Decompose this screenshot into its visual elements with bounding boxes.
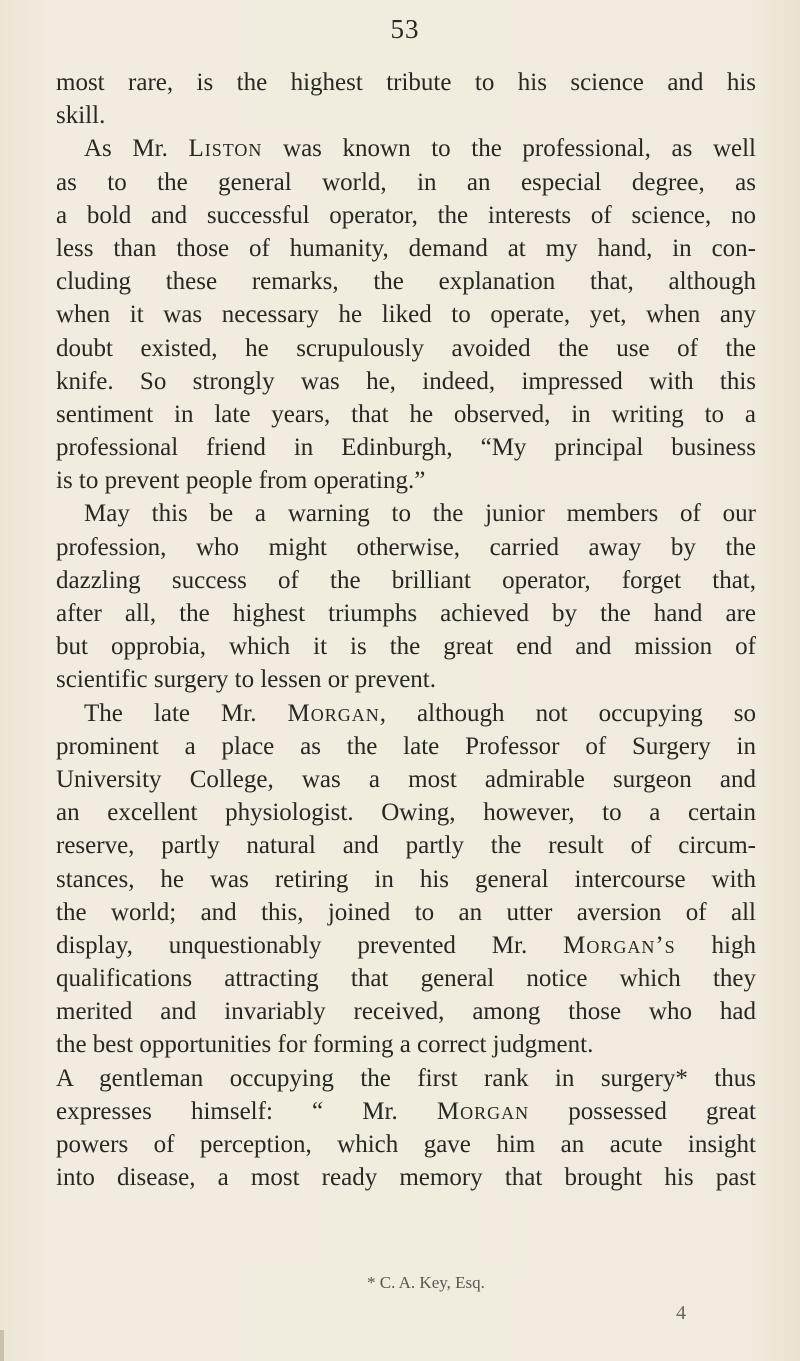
name-small-caps: Morgan	[287, 699, 380, 727]
text-line: as to the general world, in an especial degree, as	[56, 168, 756, 196]
text-segment: The late Mr.	[84, 699, 288, 727]
text-line: but opprobia, which it is the great end and mission of	[56, 633, 756, 661]
text-line: sentiment in late years, that he observed, in writing to a	[56, 400, 756, 428]
text-segment: high	[675, 931, 756, 959]
name-small-caps: Liston	[188, 135, 263, 163]
body-text	[56, 66, 756, 1194]
text-line: when it was necessary he liked to operate, yet, when any	[56, 301, 756, 329]
text-line: A gentleman occupying the first rank in surgery* thus	[56, 1064, 756, 1092]
text-segment: expresses himself: “ Mr.	[56, 1097, 437, 1125]
name-small-caps: Morgan	[436, 1097, 530, 1125]
signature-mark: 4	[676, 1302, 686, 1324]
text-line: scientific surgery to lessen or prevent.	[56, 666, 436, 694]
text-line: University College, was a most admirable surgeon and	[56, 765, 756, 793]
text-line: doubt existed, he scrupulously avoided the use of the	[56, 334, 756, 362]
text-line: stances, he was retiring in his general intercourse with	[56, 865, 756, 893]
text-line: profession, who might otherwise, carried away by the	[56, 533, 756, 561]
text-line: skill.	[56, 102, 106, 130]
text-line: dazzling success of the brilliant operator, forget that,	[56, 566, 756, 594]
text-line: after all, the highest triumphs achieved by the hand are	[56, 600, 756, 627]
text-line: prominent a place as the late Professor of Surgery in	[56, 732, 756, 760]
text-line	[56, 697, 756, 730]
text-line: May this be a warning to the junior members of our	[84, 500, 756, 528]
text-segment: As Mr.	[84, 135, 189, 163]
text-line: most rare, is the highest tribute to his science and his	[56, 69, 756, 96]
text-segment: display, unquestionably prevented Mr.	[56, 931, 564, 959]
text-line: less than those of humanity, demand at my hand, in con-	[56, 234, 756, 262]
text-line: is to prevent people from operating.”	[56, 467, 426, 495]
text-line: a bold and successful operator, the interests of science, no	[56, 201, 756, 229]
page-edge-mark	[0, 1330, 4, 1361]
text-line	[56, 132, 756, 165]
text-line	[56, 929, 756, 962]
text-line	[56, 1095, 756, 1128]
text-line: reserve, partly natural and partly the result of circum-	[56, 832, 756, 860]
text-line: cluding these remarks, the explanation that, although	[56, 268, 756, 296]
text-line: into disease, a most ready memory that brought his past	[56, 1164, 756, 1192]
page-number: 53	[390, 14, 420, 44]
text-segment: , although not occupying so	[379, 699, 756, 727]
text-line: knife. So strongly was he, indeed, impressed with this	[56, 367, 756, 395]
name-small-caps: Morgan’s	[563, 931, 676, 959]
text-line: professional friend in Edinburgh, “My principal business	[56, 434, 756, 462]
footnote: * C. A. Key, Esq.	[367, 1273, 485, 1292]
text-line: qualifications attracting that general notice which they	[56, 965, 756, 993]
text-line: merited and invariably received, among those who had	[56, 998, 756, 1026]
text-line: powers of perception, which gave him an acute insight	[56, 1131, 756, 1158]
text-segment: was known to the professional, as well	[262, 135, 756, 163]
text-segment: possessed great	[529, 1097, 756, 1125]
text-line: an excellent physiologist. Owing, however, to a certain	[56, 799, 756, 827]
text-line: the best opportunities for forming a correct judgment.	[56, 1031, 594, 1059]
text-line: the world; and this, joined to an utter aversion of all	[56, 898, 756, 926]
